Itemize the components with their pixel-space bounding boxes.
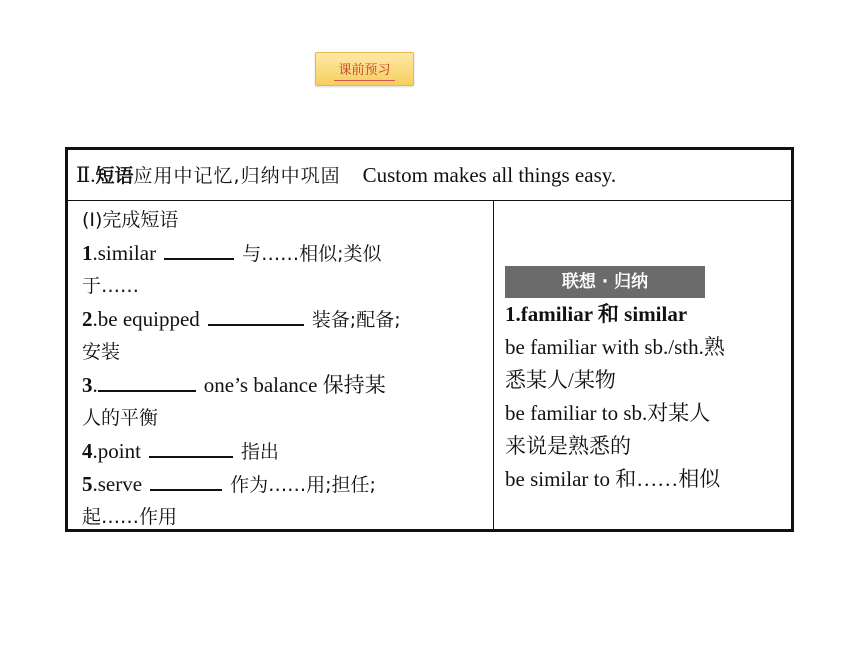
left-column [82,204,482,534]
item-meaning: 与……相似;类似 [242,243,382,265]
item-meaning: one’s balance 保持某 [203,373,386,397]
right-column [505,204,785,496]
association-tag: 联想 · 归纳 [505,266,705,298]
answer-blank[interactable] [149,438,233,458]
note-line: 悉某人/某物 [505,368,616,392]
note-line: be familiar to sb.对某人 [505,401,711,425]
item-text: . [92,373,98,397]
item-meaning: 装备;配备; [311,309,401,331]
list-item [82,237,482,270]
list-item [82,468,482,501]
item-number: 3 [82,373,93,397]
list-item [82,369,482,402]
item-text: .point [92,439,141,463]
note-line: be familiar with sb./sth.熟 [505,335,725,359]
item-text: .be equipped [92,307,200,331]
item-text: .similar [92,241,157,265]
list-item [82,303,482,336]
preview-badge [315,52,414,86]
note-line: be similar to 和……相似 [505,467,721,491]
header-bold-title: 短语 [95,165,134,187]
answer-blank[interactable] [208,306,304,326]
column-divider [493,200,494,529]
item-meaning-cont: 起……作用 [82,506,178,528]
list-item [82,435,482,468]
phrase-table [65,147,794,532]
item-meaning-cont: 安装 [82,341,121,363]
item-meaning: 作为……用;担任; [230,474,376,496]
header-subtitle: 应用中记忆,归纳中巩固 [133,165,341,187]
answer-blank[interactable] [150,471,222,491]
table-header [68,150,791,201]
answer-blank[interactable] [98,372,196,392]
answer-blank[interactable] [164,240,234,260]
item-number: 1 [82,241,93,265]
item-text: .serve [92,472,143,496]
header-motto: Custom makes all things easy. [362,163,617,187]
item-meaning: 指出 [240,441,279,463]
item-number: 2 [82,307,93,331]
badge-underline [334,80,395,81]
note-line: 1.familiar 和 similar [505,302,688,326]
item-meaning-cont: 人的平衡 [82,407,159,429]
note-line: 来说是熟悉的 [505,434,631,458]
item-number: 5 [82,472,93,496]
section-number: Ⅱ. [76,163,96,187]
badge-label: 课前预习 [338,63,391,78]
left-heading: (Ⅰ)完成短语 [82,209,179,231]
item-meaning-cont: 于…… [82,275,140,297]
item-number: 4 [82,439,93,463]
